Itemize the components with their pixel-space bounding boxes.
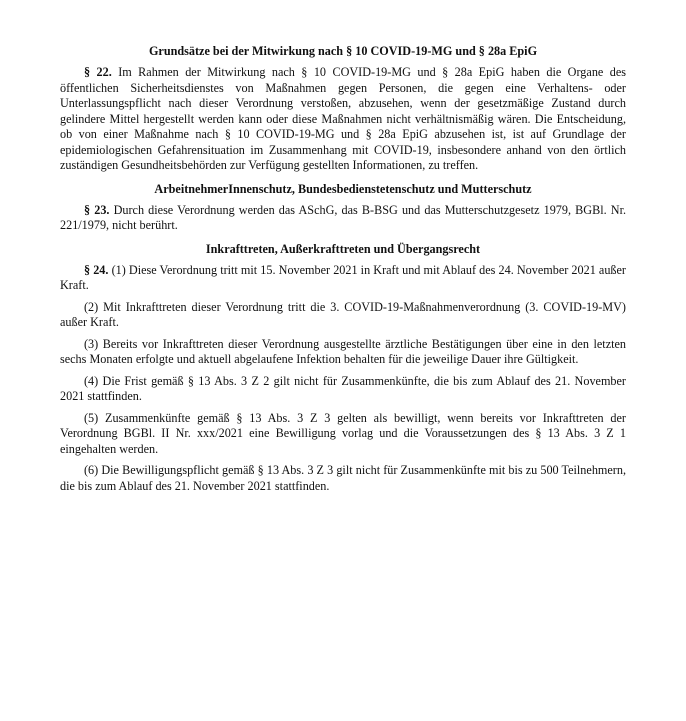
paragraph-number: § 24. xyxy=(84,262,109,277)
paragraph-text: Durch diese Verordnung werden das ASchG, das B-BSG und das Mutterschutzgesetz 1979, BGBl. Nr. 221/1979, nicht berührt. xyxy=(60,202,627,232)
paragraph-number: § 23. xyxy=(84,202,110,217)
paragraph-text: (1) Diese Verordnung tritt mit 15. November 2021 in Kraft und mit Ablauf des 24. November 2021 außer Kraft. xyxy=(60,262,626,292)
paragraph-24-6: (6) Die Bewilligungspflicht gemäß § 13 Abs. 3 Z 3 gilt nicht für Zusammenkünfte mit bis zu 500 Teilnehmern, die bis zum Ablauf des 21. November 2021 stattfinden. xyxy=(60,463,626,493)
paragraph-24-5: (5) Zusammenkünfte gemäß § 13 Abs. 3 Z 3 gelten als bewilligt, wenn bereits vor Inkrafttreten der Verordnung BGBl. II Nr. xxx/2021 eine Bewilligung vorlag und die Voraussetzungen des § 13 Abs. 3 Z 1 eingehalten werden. xyxy=(60,410,626,456)
paragraph-23 xyxy=(60,203,626,234)
paragraph-22 xyxy=(60,65,626,174)
paragraph-24-3: (3) Bereits vor Inkrafttreten dieser Verordnung ausgestellte ärztliche Bestätigungen über eine in den letzten sechs Monaten erfolgte und aktuell abgelaufene Infektion behalten für die jeweilige Dauer ihre Gültigkeit. xyxy=(60,336,626,366)
section-heading: Inkrafttreten, Außerkrafttreten und Übergangsrecht xyxy=(205,241,481,256)
paragraph-text: Im Rahmen der Mitwirkung nach § 10 COVID-19-MG und § 28a EpiG haben die Organe des öffentlichen Sicherheitsdienstes von Maßnahmen gegen Personen, die gegen eine Verhaltens- oder Unterlassungspflicht nach dieser Verordnung verstoßen, abzusehen, wenn der gesetzmäßige Zustand durch gelindere Mittel hergestellt werden kann oder diese Maßnahmen nicht verhältnismäßig wären. Die Entscheidung, ob von einer Maßnahme nach § 10 COVID-19-MG und § 28a EpiG abzusehen ist, ist auf Grundlage der epidemiologischen Gefahrensituation im Zusammenhang mit COVID-19, insbesondere anhand von den örtlich zuständigen Gesundheitsbehörden zur Verfügung gestellten Informationen, zu treffen. xyxy=(60,65,626,172)
section-heading: ArbeitnehmerInnenschutz, Bundesbedienstetenschutz und Mutterschutz xyxy=(154,181,532,196)
paragraph-24-2: (2) Mit Inkrafttreten dieser Verordnung tritt die 3. COVID-19-Maßnahmenverordnung (3. COVID-19-MV) außer Kraft. xyxy=(60,299,626,329)
section-heading: Grundsätze bei der Mitwirkung nach § 10 COVID-19-MG und § 28a EpiG xyxy=(148,44,538,58)
paragraph-24-1 xyxy=(60,263,626,294)
paragraph-24-4: (4) Die Frist gemäß § 13 Abs. 3 Z 2 gilt nicht für Zusammenkünfte, die bis zum Ablauf des 21. November 2021 stattfinden. xyxy=(60,373,626,403)
paragraph-number: § 22. xyxy=(84,65,112,79)
